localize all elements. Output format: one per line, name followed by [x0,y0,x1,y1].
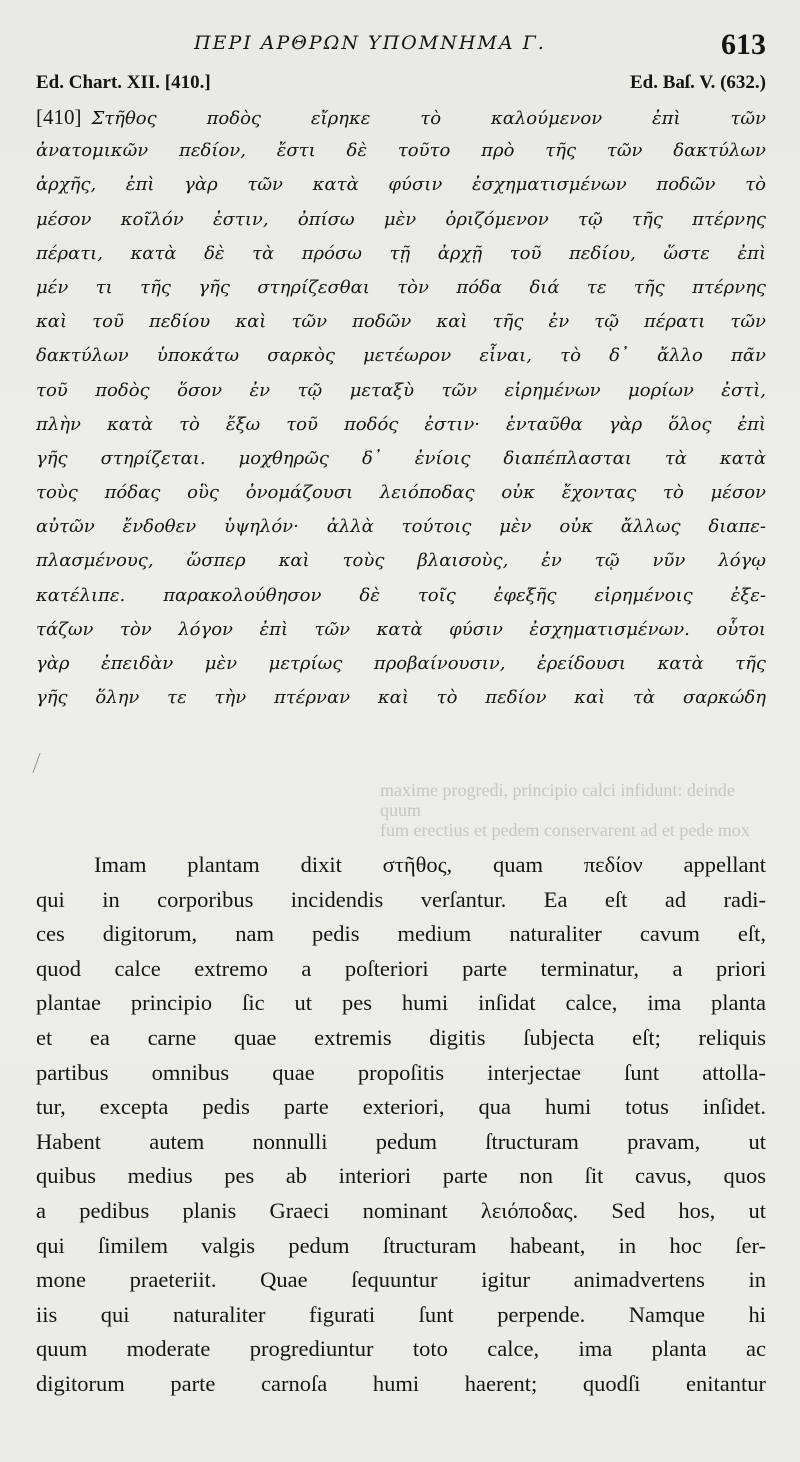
greek-line: γὰρ ἐπειδὰν μὲν μετρίως προβαίνουσιν, ἐρείδουσι κατὰ τῆς [36,653,766,674]
greek-line: τοῦ ποδὸς ὅσον ἐν τῷ μεταξὺ τῶν εἰρημένων μορίων ἐστὶ, [36,379,766,401]
latin-line: quum moderate progrediuntur toto calce, ima planta ac [36,1336,766,1362]
greek-line: πλὴν κατὰ τὸ ἔξω τοῦ ποδός ἐστιν· ἐνταῦθα γὰρ ὅλος ἐπὶ [36,413,766,435]
stray-mark [32,753,52,773]
greek-text-block [36,100,766,715]
latin-line: Habent autem nonnulli pedum ſtructuram pravam, ut [36,1128,766,1154]
edition-references [36,72,766,100]
latin-line: tur, excepta pedis parte exteriori, qua humi totus inſidet. [36,1094,766,1120]
greek-line: τοὺς πόδας οὓς ὀνομάζουσι λειόποδας οὐκ ἔχοντας τὸ μέσον [36,482,766,504]
greek-line: ἀρχῆς, ἐπὶ γὰρ τῶν κατὰ φύσιν ἐσχηματισμένων ποδῶν τὸ [36,174,766,196]
bleed-line: fum erectius et pedem conservarent ad et pede mox [380,820,750,840]
latin-line: qui in corporibus incidendis verſantur. Ea eſt ad radi- [36,886,766,912]
section-marker: [410] [36,105,82,129]
greek-line: μέσον κοῖλόν ἐστιν, ὀπίσω μὲν ὁριζόμενον τῷ τῆς πτέρνης [36,208,766,230]
greek-line: γῆς στηρίζεται. μοχθηρῶς δ᾽ ἐνίοις διαπέπλασται τὰ κατὰ [36,447,766,469]
edition-chartier: Ed. Chart. XII. [410.] [36,72,211,93]
greek-line: γῆς ὅλην τε τὴν πτέρναν καὶ τὸ πεδίον καὶ τὰ σαρκώδη [36,687,766,709]
latin-line: a pedibus planis Graeci nominant λειόποδας. Sed hos, ut [36,1197,766,1223]
latin-line: ces digitorum, nam pedis medium naturaliter cavum eſt, [36,921,766,947]
latin-line: plantae principio ſic ut pes humi inſidat calce, ima planta [36,990,766,1016]
latin-line: quod calce extremo a poſteriori parte terminatur, a priori [36,955,766,981]
greek-line: μέν τι τῆς γῆς στηρίζεσθαι τὸν πόδα διά τε τῆς πτέρνης [36,276,766,298]
running-title: ΠΕΡΙ ΑΡΘΡΩΝ ΥΠΟΜΝΗΜΑ Γ. [194,32,546,54]
greek-line: αὐτῶν ἔνδοθεν ὑψηλόν· ἀλλὰ τούτοις μὲν οὐκ ἄλλως διαπε- [36,516,766,538]
greek-first-line: Στῆθος ποδὸς εἴρηκε τὸ καλούμενον ἐπὶ τῶν [91,108,766,129]
latin-line: Imam plantam dixit στῆθος, quam πεδίον appellant [94,852,766,877]
latin-line: digitorum parte carnoſa humi haerent; quodſi enitantur [36,1370,766,1396]
latin-line: partibus omnibus quae propoſitis interjectae ſunt attolla- [36,1059,766,1085]
greek-line: καὶ τοῦ πεδίου καὶ τῶν ποδῶν καὶ τῆς ἐν τῷ πέρατι τῶν [36,311,766,333]
latin-line: qui ſimilem valgis pedum ſtructuram habeant, in hoc ſer- [36,1232,766,1258]
latin-text-block [36,848,766,1402]
greek-line [36,100,766,134]
page-header [36,28,766,68]
latin-line: quibus medius pes ab interiori parte non ſit cavus, quos [36,1163,766,1189]
latin-line: iis qui naturaliter figurati ſunt perpende. Namque hi [36,1301,766,1327]
greek-line: τάζων τὸν λόγον ἐπὶ τῶν κατὰ φύσιν ἐσχηματισμένων. οὗτοι [36,618,766,640]
greek-line: κατέλιπε. παρακολούθησον δὲ τοῖς ἐφεξῆς εἰρημένοις ἐξε- [36,584,766,606]
bleed-line: maxime progredi, principio calci infidunt: deinde quum [380,780,735,820]
greek-line: ἀνατομικῶν πεδίον, ἔστι δὲ τοῦτο πρὸ τῆς τῶν δακτύλων [36,140,766,162]
greek-line: πέρατι, κατὰ δὲ τὰ πρόσω τῇ ἀρχῇ τοῦ πεδίου, ὥστε ἐπὶ [36,242,766,264]
bleed-through-text [380,780,780,840]
page-number: 613 [721,28,766,61]
latin-line: et ea carne quae extremis digitis ſubjecta eſt; reliquis [36,1024,766,1050]
latin-line: mone praeteriit. Quae ſequuntur igitur animadvertens in [36,1267,766,1293]
edition-basel: Ed. Baſ. V. (632.) [629,72,766,93]
greek-line: δακτύλων ὑποκάτω σαρκὸς μετέωρον εἶναι, τὸ δ᾽ ἄλλο πᾶν [36,345,766,367]
greek-line: πλασμένους, ὥσπερ καὶ τοὺς βλαισοὺς, ἐν τῷ νῦν λόγῳ [36,550,766,572]
